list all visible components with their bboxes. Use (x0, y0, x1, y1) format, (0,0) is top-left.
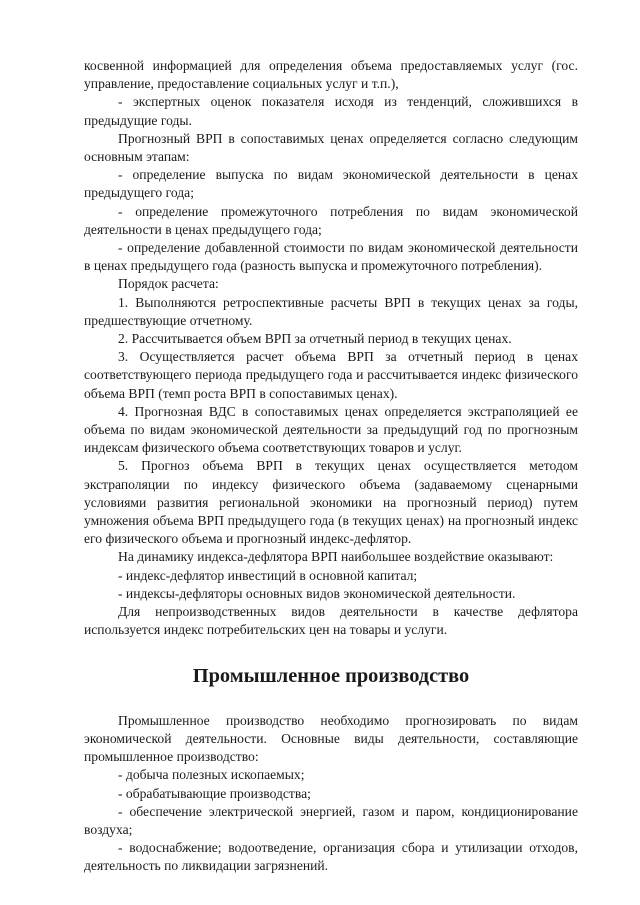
list-item: - определение промежуточного потребления по видам экономической деятельности в ценах предыдущего года; (84, 203, 578, 237)
paragraph: Прогнозный ВРП в сопоставимых ценах определяется согласно следующим основным этапам: (84, 130, 578, 165)
list-item: - индексы-дефляторы основных видов экономической деятельности. (118, 585, 516, 601)
numbered-item: 4. Прогнозная ВДС в сопоставимых ценах определяется экстраполяцией ее объема по видам экономической деятельности за предыдущий год по прогнозным индексам физического объема соответствующих товаров и услуг. (84, 403, 578, 456)
numbered-item: 5. Прогноз объема ВРП в текущих ценах осуществляется методом экстраполяции по индексу физического объема (задаваемому сценарными условиями развития региональной экономики на прогнозный период) путем умножения объема ВРП предыдущего года (в текущих ценах) на прогнозный индекс его физического объема и прогнозный индекс-дефлятор. (84, 458, 578, 547)
list-item: - экспертных оценок показателя исходя из тенденций, сложившихся в предыдущие годы. (84, 94, 578, 128)
numbered-item: 1. Выполняются ретроспективные расчеты ВРП в текущих ценах за годы, предшествующие отчетному. (84, 294, 578, 328)
numbered-item: 2. Рассчитывается объем ВРП за отчетный период в текущих ценах. (118, 331, 512, 347)
paragraph: Для непроизводственных видов деятельности в качестве дефлятора используется индекс потребительских цен на товары и услуги. (84, 604, 578, 638)
paragraph: Промышленное производство необходимо прогнозировать по видам экономической деятельности. Основные виды деятельности, составляющие промышленное производство: (84, 712, 578, 765)
section-heading: Промышленное производство (192, 664, 470, 687)
paragraph: косвенной информацией для определения объема предоставляемых услуг (гос. управление, предоставление социальных услуг и т.п.), (84, 58, 578, 92)
list-item: - обрабатывающие производства; (118, 785, 311, 801)
numbered-item: 3. Осуществляется расчет объема ВРП за отчетный период в ценах соответствующего периода предыдущего года и рассчитывается индекс физического объема ВРП (темп роста ВРП в сопоставимых ценах). (84, 349, 578, 401)
list-item: - обеспечение электрической энергией, газом и паром, кондиционирование воздуха; (84, 803, 578, 837)
list-item: - водоснабжение; водоотведение, организация сбора и утилизации отходов, деятельность по ликвидации загрязнений. (84, 840, 578, 874)
list-item: - индекс-дефлятор инвестиций в основной капитал; (118, 567, 418, 583)
list-item: - определение выпуска по видам экономической деятельности в ценах предыдущего года; (84, 167, 578, 201)
list-item: - определение добавленной стоимости по видам экономической деятельности в ценах предыдущего года (разность выпуска и промежуточного потребления). (84, 240, 578, 274)
paragraph: Порядок расчета: (118, 276, 219, 292)
list-item: - добыча полезных ископаемых; (118, 767, 305, 783)
paragraph: На динамику индекса-дефлятора ВРП наибольшее воздействие оказывают: (118, 549, 554, 565)
